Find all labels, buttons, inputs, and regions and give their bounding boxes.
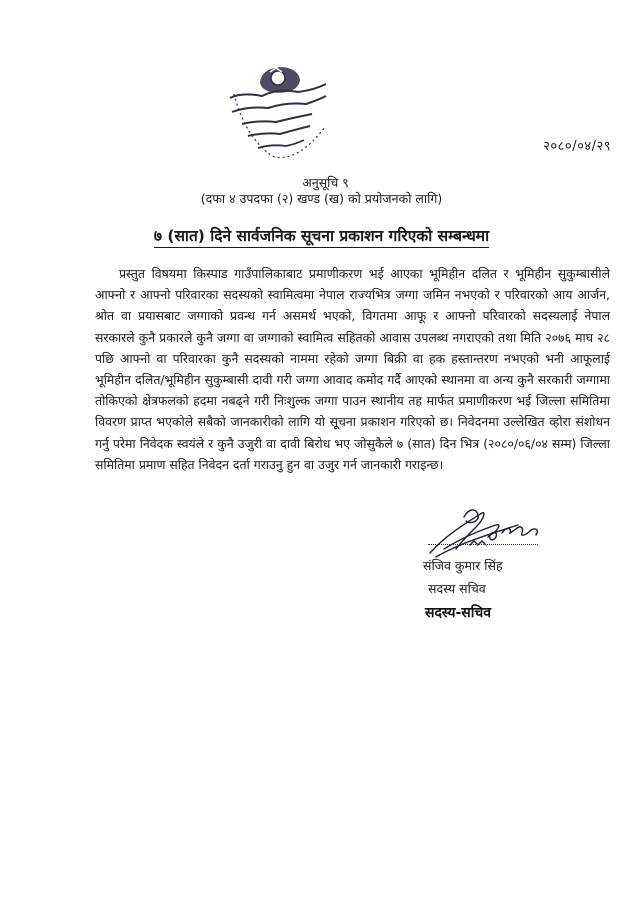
- office-seal: [222, 58, 334, 170]
- annex-reference: (दफा ४ उपदफा (२) खण्ड (ख) को प्रयोजनको लागि): [200, 191, 443, 206]
- signatory-name: संजिव कुमार सिंह: [423, 558, 503, 573]
- notice-body-text: प्रस्तुत विषयमा किस्पाड गाउँपालिकाबाट प्रमाणीकरण भई आएका भूमिहीन दलित र भूमिहीन सुकुम्बासीले आफ्नो र आफ्नो परिवारका सदस्यको स्वामित्वमा नेपाल राज्यभित्र जग्गा जमिन नभएको र परिवारको आय आर्जन, श्रोत वा प्रयासबाट जग्गाको प्रवन्ध गर्न असमर्थ भएको, विगतमा आफू र आफ्नो परिवारको सदस्यलाई नेपाल सरकारले कुनै प्रकारले कुनै जग्गा वा जग्गाको स्वामित्व सहितको आवास उपलब्ध नगराएको तथा मिति २०७६ माघ २८ पछि आफ्नो वा परिवारका कुनै सदस्यको नाममा रहेको जग्गा बिक्री वा हक हस्तान्तरण नभएको भनी आफूलाई भूमिहीन दलित/भूमिहीन सुकुम्बासी दावी गरी जग्गा आवाद कमोद गर्दै आएको स्थानमा वा अन्य कुनै सरकारी जग्गामा तोकिएको क्षेत्रफलको हदमा नबढ्ने गरी निःशुल्क जग्गा पाउन स्थानीय तह मार्फत प्रमाणीकरण भई जिल्ला समितिमा विवरण प्राप्त भएकोले सबैको जानकारीको लागि यो सूचना प्रकाशन गरिएको छ। निवेदनमा उल्लेखित व्होरा संशोधन गर्नु परेमा निवेदक स्वयंले र कुनै उजुरी वा दावी बिरोध भए जोसुकैले ७ (सात) दिन भित्र (२०८०/०६/०४ सम्म) जिल्ला समितिमा प्रमाण सहित निवेदन दर्ता गराउनु हुन वा उजुर गर्न जानकारी गराइन्छ।: [95, 266, 610, 472]
- designation-stamp: सदस्य-सचिव: [425, 605, 492, 621]
- signature-dotted-line: [428, 544, 538, 545]
- notice-body: [95, 263, 610, 475]
- signatory-designation: सदस्य सचिव: [428, 581, 486, 596]
- seal-emblem-icon: [222, 58, 334, 170]
- notice-date: २०८०/०४/२९: [543, 139, 611, 154]
- handwritten-signature: [426, 505, 556, 561]
- annex-title: अनुसूचि ९: [302, 175, 349, 190]
- subject-heading: [0, 224, 643, 246]
- subject-text: ७ (सात) दिने सार्वजनिक सूचना प्रकाशन गरिएको सम्बन्धमा: [154, 227, 489, 248]
